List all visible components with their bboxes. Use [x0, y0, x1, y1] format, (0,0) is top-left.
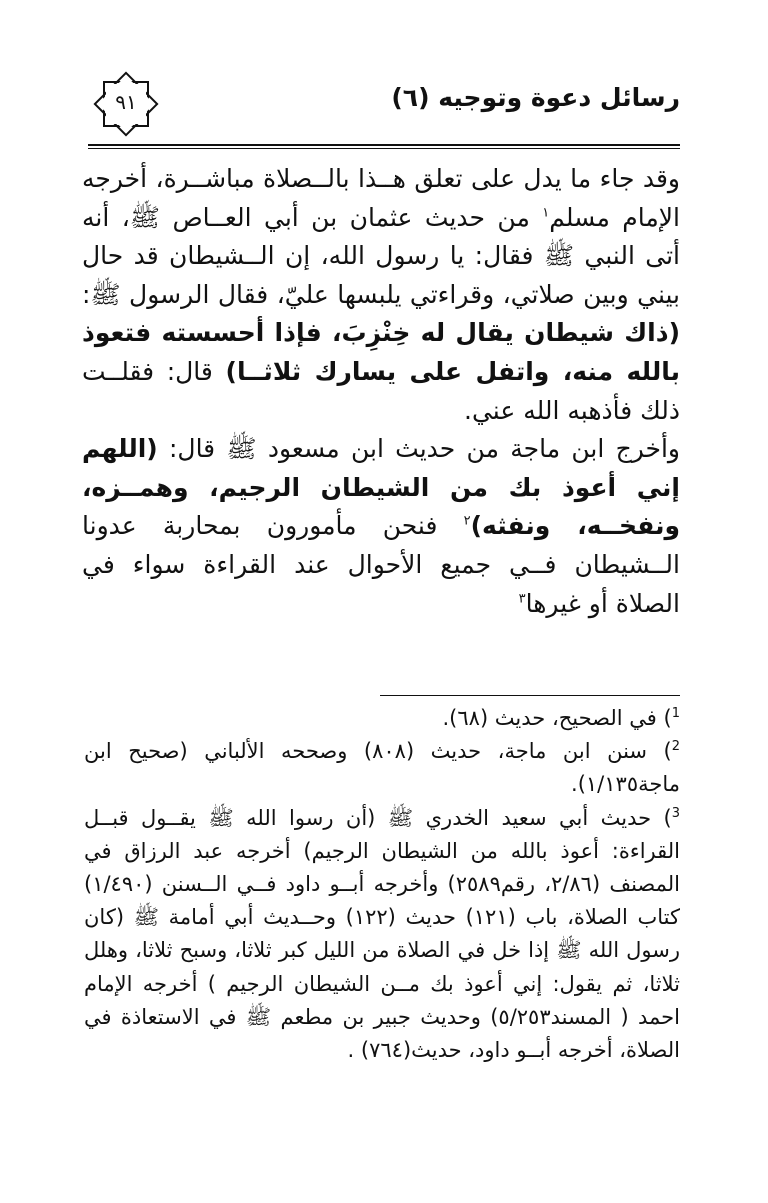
footnote-1: [84, 702, 680, 735]
footnote-2: [84, 735, 680, 801]
footnote-1-text: ) في الصحيح، حديث (٦٨).: [442, 706, 672, 730]
paragraph-1-text-a: وقد جاء ما يدل على تعلق هــذا بالــصلاة مباشــرة، أخرجه الإمام مسلم: [82, 164, 680, 232]
footnote-2-mark: 2: [671, 739, 681, 755]
page-number: ٩١: [115, 90, 137, 114]
paragraph-2: [82, 430, 680, 623]
footnote-3-text: ) حديث أبي سعيد الخدري ﷺ (أن رسوا الله ﷺ يقــول قبــل القراءة: أعوذ بالله من الشيطان الرجيم) أخرجه عبد الرزاق في المصنف (٢/٨٦، رقم٢٥٨٩) وأخرجه أبــو داود فــي الــسنن (١/٤٩٠) كتاب الصلاة، باب (١٢١) حديث (١٢٢) وحــديث أبي أمامة ﷺ (كان رسول الله ﷺ إذا خل في الصلاة من الليل كبر ثلاثا، وسبح ثلاثا، وهلل ثلاثا، ثم يقول: إني أعوذ بك مــن الشيطان الرجيم ) أخرجه الإمام احمد ( المسند٥/٢٥٣) وحديث جبير بن مطعم ﷺ في الاستعاذة في الصلاة، أخرجه أبــو داود، حديث(٧٦٤) .: [84, 805, 680, 1063]
paragraph-1-text-c: قال: فقلــت ذلك فأذهبه الله عني.: [82, 356, 680, 425]
footnote-1-mark: 1: [671, 706, 680, 721]
header-rule-thin: [88, 148, 680, 149]
footnote-separator: [380, 695, 680, 696]
footnote-3-mark: 3: [671, 805, 680, 821]
footnote-ref-2: ٢: [463, 514, 471, 530]
paragraph-1-text-b: من حديث عثمان بن أبي العــاص ﷺ، أنه أتى النبي ﷺ فقال: يا رسول الله، إن الــشيطان قد حال بيني وبين صلاتي، وقراءتي يلبسها عليّ، فقال الرسول ﷺ:: [82, 202, 680, 309]
paragraph-2-text-a: وأخرج ابن ماجة من حديث ابن مسعود ﷺ قال:: [157, 434, 680, 464]
footnotes: [84, 702, 680, 1067]
paragraph-1: [82, 160, 680, 430]
header-rule: [88, 144, 680, 146]
paragraph-2-text-b: فنحن مأمورون بمحاربة عدونا الــشيطان فــي جميع الأحوال عند القراءة سواء في الصلاة أو غيرها: [82, 511, 680, 618]
footnote-3: [84, 802, 680, 1068]
hadith-quote-1: (ذاك شيطان يقال له خِنْزِبَ، فإذا أحسسته فتعوذ بالله منه، واتفل على يسارك ثلاثــا): [82, 318, 680, 386]
body-text: [82, 160, 680, 623]
footnote-2-text: ) سنن ابن ماجة، حديث (٨٠٨) وصححه الألباني (صحيح ابن ماجة١/١٣٥).: [84, 739, 680, 797]
running-header-title: رسائل دعوة وتوجيه (٦): [391, 83, 680, 112]
footnote-ref-1: ١: [542, 205, 550, 221]
footnote-ref-3: ٣: [518, 591, 526, 607]
hadith-quote-2: (اللهم إني أعوذ بك من الشيطان الرجيم، وهمــزه، ونفخــه، ونفثه): [82, 434, 680, 541]
